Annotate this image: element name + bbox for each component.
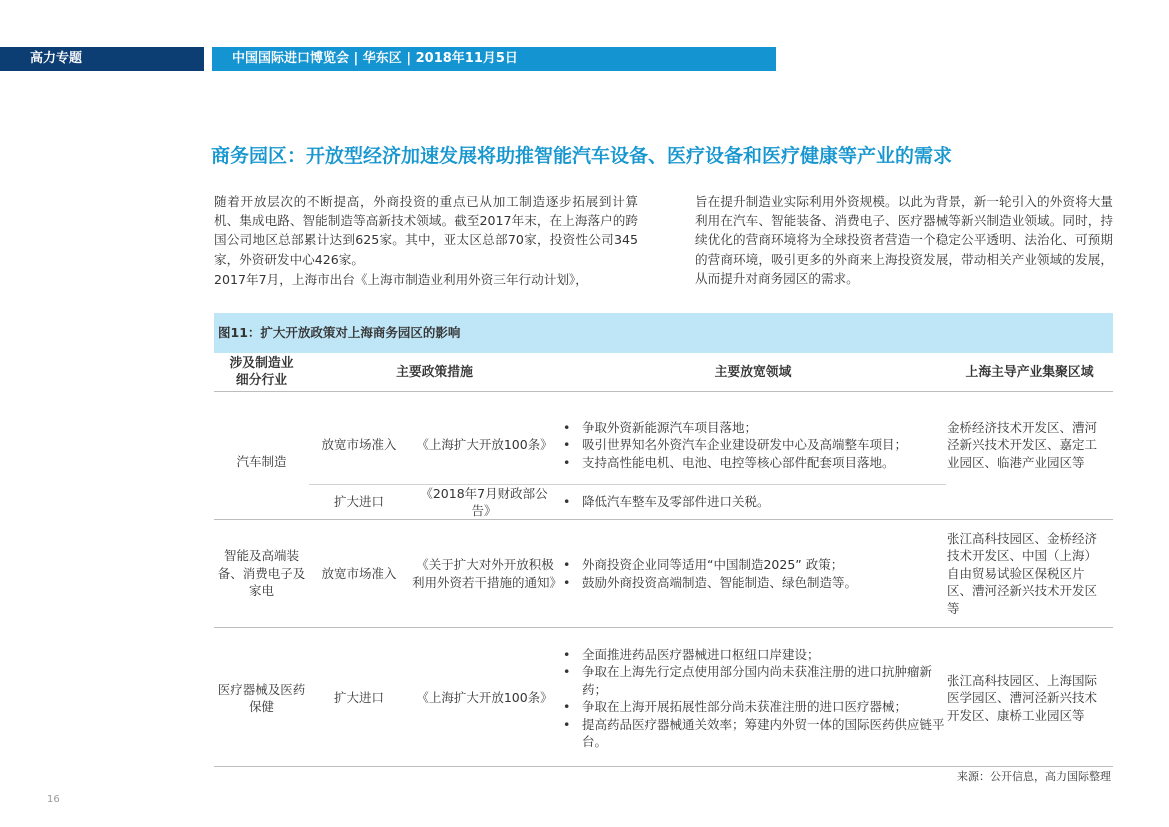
measure-item: • 支持高性能电机、电池、电控等核心部件配套项目落地。	[563, 454, 946, 472]
measure-item: • 鼓励外商投资高端制造、智能制造、绿色制造等。	[563, 574, 946, 592]
body-paragraph-3: 旨在提升制造业实际利用外资规模。以此为背景，新一轮引入的外资将大量利用在汽车、智能装备、消费电子、医疗器械等新兴制造业领域。同时，持续优化的营商环境将为全球投资者营造一个稳定公平透明、法治化、可预期的营商环境，吸引更多的外商来上海投资发展，带动相关产业领域的发展，从而提升对商务园区的需求。	[695, 194, 1113, 286]
body-paragraph-2: 2017年7月，上海市出台《上海市制造业利用外资三年行动计划》，	[214, 272, 588, 287]
event-label: 中国国际进口博览会 | 华东区 | 2018年11月5日	[232, 51, 518, 66]
measures-cell	[563, 520, 946, 627]
policy-doc-cell: 《上海扩大开放100条》	[416, 690, 553, 706]
policy-type-cell: 扩大进口	[333, 494, 384, 510]
page-title: 商务园区：开放型经济加速发展将助推智能汽车设备、医疗设备和医疗健康等产业的需求	[211, 145, 953, 167]
header-measures: 主要放宽领域	[714, 364, 792, 380]
body-paragraph-1: 随着开放层次的不断提高，外商投资的重点已从加工制造逐步拓展到计算机、集成电路、智能制造等高新技术领域。截至2017年末，在上海落户的跨国公司地区总部累计达到625家。其中，亚太区总部70家，投资性公司345家，外资研发中心426家。	[214, 194, 638, 267]
measure-item: • 外商投资企业同等适用“中国制造2025” 政策；	[563, 556, 946, 574]
measure-item: • 提高药品医疗器械通关效率；筹建内外贸一体的国际医药供应链平台。	[563, 716, 946, 751]
regions-cell: 张江高科技园区、金桥经济技术开发区、中国（上海）自由贸易试验区保税区片区、漕河泾新兴技术开发区等	[947, 530, 1098, 616]
industry-cell: 医疗器械及医药保健	[217, 681, 306, 714]
measure-item: • 争取在上海开展拓展性部分尚未获准注册的进口医疗器械；	[563, 698, 946, 716]
measure-item: • 全面推进药品医疗器械进口枢纽口岸建设；	[563, 646, 946, 664]
policy-type-cell: 放宽市场准入	[321, 565, 397, 581]
event-band	[212, 47, 776, 71]
measure-item: • 降低汽车整车及零部件进口关税。	[563, 493, 946, 511]
section-band	[0, 47, 204, 71]
source-note: 来源：公开信息，高力国际整理	[957, 770, 1111, 783]
measure-item: • 争取在上海先行定点使用部分国内尚未获准注册的进口抗肿瘤新药；	[563, 663, 946, 698]
policy-doc-cell: 《关于扩大对外开放积极利用外资若干措施的通知》	[412, 557, 563, 590]
header-industry-line1: 涉及制造业	[229, 356, 294, 371]
header-industry	[214, 353, 309, 391]
policy-type-cell: 扩大进口	[333, 690, 384, 706]
policy-doc-cell: 《2018年7月财政部公告》	[420, 485, 548, 518]
header-industry-line2: 细分行业	[235, 373, 288, 388]
measure-item: • 吸引世界知名外资汽车企业建设研发中心及高端整车项目；	[563, 436, 946, 454]
industry-cell: 汽车制造	[236, 454, 287, 470]
measures-cell	[563, 406, 946, 484]
header-policy: 主要政策措施	[396, 364, 473, 380]
regions-cell: 金桥经济技术开发区、漕河泾新兴技术开发区、嘉定工业园区、临港产业园区等	[947, 419, 1098, 470]
table-bottom-rule	[214, 766, 1113, 767]
measure-item: • 争取外资新能源汽车项目落地；	[563, 419, 946, 437]
table-divider	[214, 391, 1113, 392]
policy-doc-cell: 《上海扩大开放100条》	[416, 437, 553, 453]
regions-cell: 张江高科技园区、上海国际医学园区、漕河泾新兴技术开发区、康桥工业园区等	[947, 672, 1098, 723]
measures-cell	[563, 485, 946, 519]
figure-title: 图11：扩大开放政策对上海商务园区的影响	[214, 313, 1113, 353]
section-label: 高力专题	[30, 51, 83, 66]
industry-cell: 智能及高端装备、消费电子及家电	[217, 548, 306, 599]
policy-type-cell: 放宽市场准入	[321, 437, 397, 453]
table-divider	[214, 627, 1113, 628]
page-number: 16	[47, 794, 60, 805]
header-regions: 上海主导产业集聚区域	[965, 364, 1094, 380]
measures-cell	[563, 644, 946, 752]
